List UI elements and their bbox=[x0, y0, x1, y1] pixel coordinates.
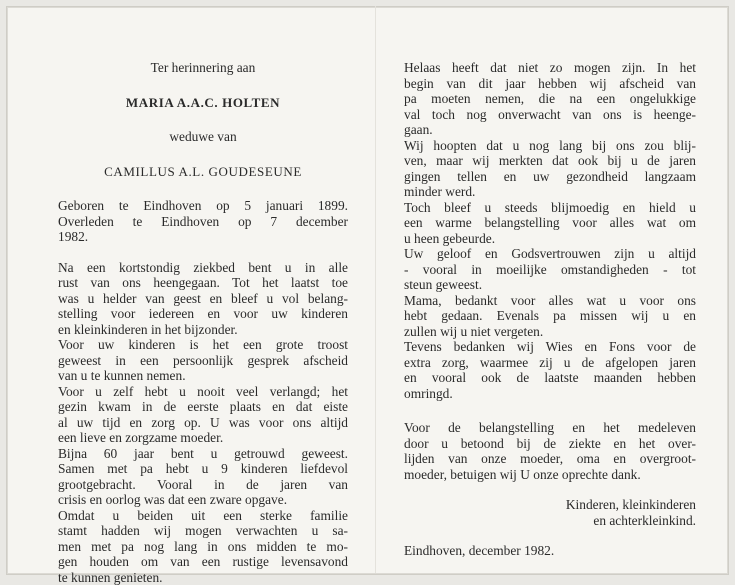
thanks-line: Voor de belangstelling en het medeleven bbox=[404, 420, 696, 436]
right-line: Tevens bedanken wij Wies en Fons voor de bbox=[404, 339, 696, 355]
thanks-line: moeder, betuigen wij U onze oprechte dank. bbox=[404, 467, 696, 483]
right-paragraph bbox=[404, 293, 696, 340]
left-line: men met pa nog lang in ons midden te mo- bbox=[58, 539, 348, 555]
right-line: Wij hoopten dat u nog lang bij ons zou blij- bbox=[404, 138, 696, 154]
right-text-body bbox=[404, 60, 696, 401]
left-line: Voor u zelf hebt u nooit veel verlangd; het bbox=[58, 384, 348, 400]
spouse-name: CAMILLUS A.L. GOUDESEUNE bbox=[58, 164, 348, 180]
left-line: geweest in een persoonlijk gesprek afscheid bbox=[58, 353, 348, 369]
right-line: minder werd. bbox=[404, 184, 696, 200]
right-line: hebt gedaan. Evenals pa missen wij u en bbox=[404, 308, 696, 324]
right-line: begin van dit jaar hebben wij afscheid van bbox=[404, 76, 696, 92]
thanks-line: lijden van onze moeder, oma en overgroot- bbox=[404, 451, 696, 467]
intro-text: Ter herinnering aan bbox=[58, 60, 348, 76]
left-text-body bbox=[58, 260, 348, 585]
right-paragraph bbox=[404, 200, 696, 247]
right-line: - vooral in moeilijke omstandigheden - tot bbox=[404, 262, 696, 278]
right-paragraph bbox=[404, 138, 696, 200]
right-line: een warme belangstelling voor alles wat om bbox=[404, 215, 696, 231]
signature bbox=[404, 497, 696, 528]
left-line: Voor uw kinderen is het een grote troost bbox=[58, 337, 348, 353]
left-paragraph bbox=[58, 508, 348, 585]
left-line: en kleinkinderen in het bijzonder. bbox=[58, 322, 348, 338]
right-line: zullen wij u niet vergeten. bbox=[404, 324, 696, 340]
left-line: Na een kortstondig ziekbed bent u in alle bbox=[58, 260, 348, 276]
birth-line: Geboren te Eindhoven op 5 januari 1899. bbox=[58, 198, 348, 214]
signature-line: Kinderen, kleinkinderen bbox=[404, 497, 696, 513]
left-paragraph bbox=[58, 337, 348, 384]
left-paragraph bbox=[58, 446, 348, 508]
left-line: stamt hadden wij mogen verwachten u sa- bbox=[58, 523, 348, 539]
death-line-1: Overleden te Eindhoven op 7 december bbox=[58, 214, 348, 230]
right-line: gingen tellen en uw gezondheid langzaam bbox=[404, 169, 696, 185]
place-date: Eindhoven, december 1982. bbox=[404, 543, 696, 559]
thanks-line: door u betoond bij de ziekte en het over- bbox=[404, 436, 696, 452]
left-line: van u te kunnen nemen. bbox=[58, 368, 348, 384]
right-line: steun geweest. bbox=[404, 277, 696, 293]
signature-line: en achterkleinkind. bbox=[404, 513, 696, 529]
death-line-2: 1982. bbox=[58, 229, 348, 245]
right-line: val toch nog onverwacht van ons is heenge- bbox=[404, 107, 696, 123]
left-line: te kunnen genieten. bbox=[58, 570, 348, 585]
left-page bbox=[58, 60, 348, 585]
right-paragraph bbox=[404, 246, 696, 293]
right-line: omringd. bbox=[404, 386, 696, 402]
left-line: een lieve en zorgzame moeder. bbox=[58, 430, 348, 446]
left-line: crisis en oorlog was dat een zware opgave. bbox=[58, 492, 348, 508]
relation-text: weduwe van bbox=[58, 129, 348, 145]
right-paragraph bbox=[404, 60, 696, 138]
left-line: gezin kwam in de eerste plaats en dat eiste bbox=[58, 399, 348, 415]
right-line: pa moeten nemen, die na een ongelukkige bbox=[404, 91, 696, 107]
right-line: Toch bleef u steeds blijmoedig en hield u bbox=[404, 200, 696, 216]
left-line: stelling voor iedereen en voor uw kinderen bbox=[58, 306, 348, 322]
left-line: grootgebracht. Vooral in de jaren van bbox=[58, 477, 348, 493]
left-line: gen houden om van een rustige levensavond bbox=[58, 554, 348, 570]
right-line: en vooral ook de laatste maanden hebben bbox=[404, 370, 696, 386]
left-line: al uw tijd en zorg op. U was voor ons altijd bbox=[58, 415, 348, 431]
right-line: Uw geloof en Godsvertrouwen zijn u altijd bbox=[404, 246, 696, 262]
right-page bbox=[404, 60, 696, 559]
right-line: u heen gebeurde. bbox=[404, 231, 696, 247]
left-paragraph bbox=[58, 384, 348, 446]
right-line: extra zorg, waarmee zij u de afgelopen jaren bbox=[404, 355, 696, 371]
left-line: was u helder van geest en bleef u vol belang- bbox=[58, 291, 348, 307]
thanks-paragraph bbox=[404, 420, 696, 482]
deceased-name: MARIA A.A.C. HOLTEN bbox=[58, 95, 348, 111]
left-line: Omdat u beiden uit een sterke familie bbox=[58, 508, 348, 524]
right-line: Mama, bedankt voor alles wat u voor ons bbox=[404, 293, 696, 309]
left-line: rust van ons heengegaan. Tot het laatst toe bbox=[58, 275, 348, 291]
card-fold bbox=[375, 6, 376, 573]
left-paragraph bbox=[58, 260, 348, 338]
left-line: Samen met pa hebt u 9 kinderen liefdevol bbox=[58, 461, 348, 477]
right-line: gaan. bbox=[404, 122, 696, 138]
left-line: Bijna 60 jaar bent u getrouwd geweest. bbox=[58, 446, 348, 462]
right-paragraph bbox=[404, 339, 696, 401]
right-line: Helaas heeft dat niet zo mogen zijn. In het bbox=[404, 60, 696, 76]
life-dates bbox=[58, 198, 348, 245]
right-line: ven, maar wij merkten dat ook bij u de jaren bbox=[404, 153, 696, 169]
